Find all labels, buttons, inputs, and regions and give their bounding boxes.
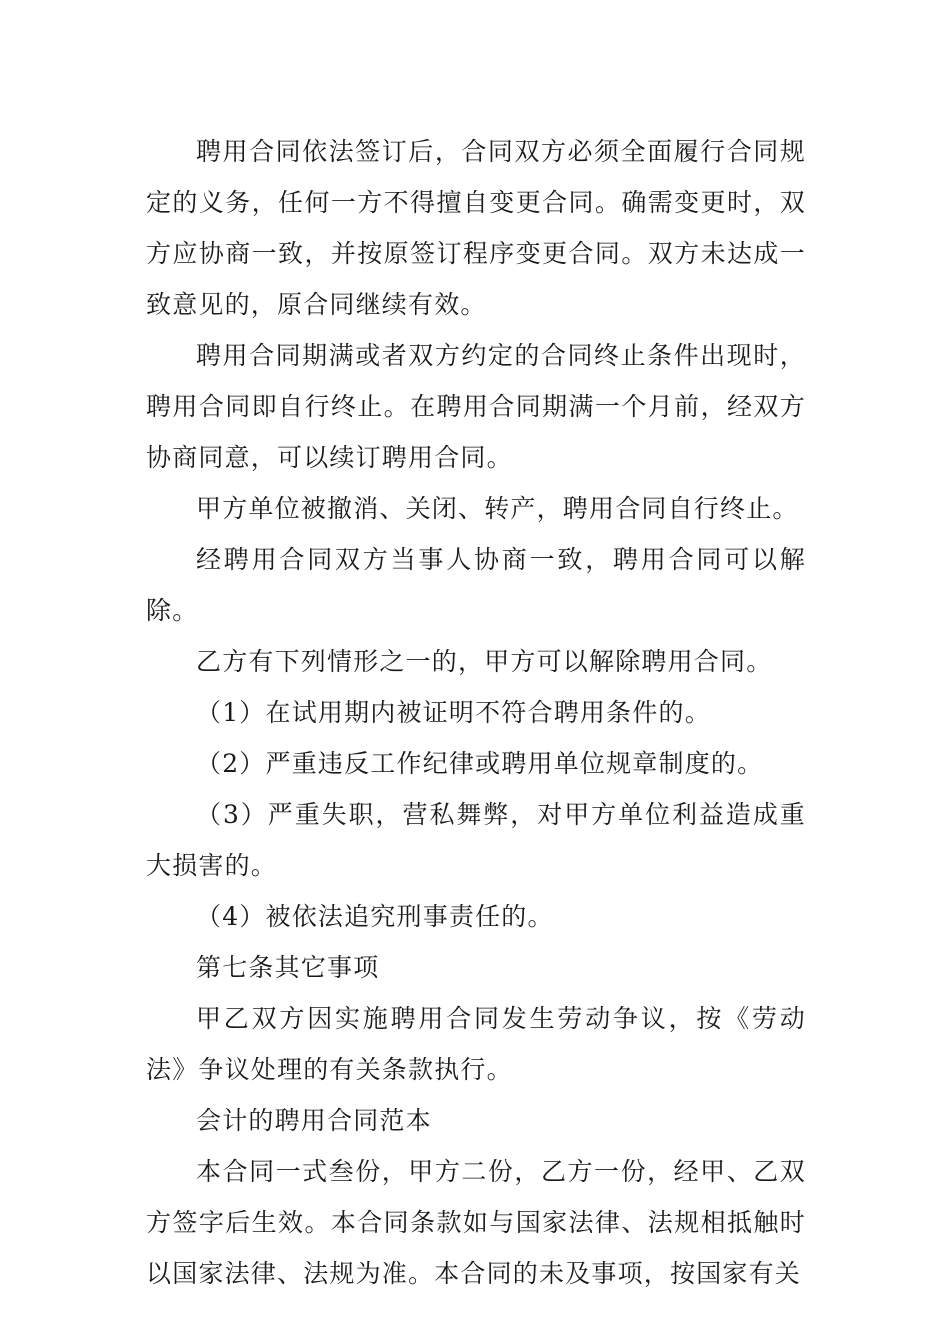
section-heading-template: 会计的聘用合同范本 xyxy=(196,1106,432,1135)
paragraph-unit-dissolution: 甲方单位被撤消、关闭、转产，聘用合同自行终止。 xyxy=(196,494,799,523)
paragraph-contract-expiry: 聘用合同期满或者双方约定的合同终止条件出现时，聘用合同即自行终止。在聘用合同期满一个月前，经双方协商同意，可以续订聘用合同。 xyxy=(146,341,806,472)
section-heading-article-7: 第七条其它事项 xyxy=(196,953,380,982)
paragraph-contract-performance: 聘用合同依法签订后，合同双方必须全面履行合同规定的义务，任何一方不得擅自变更合同。确需变更时，双方应协商一致，并按原签订程序变更合同。双方未达成一致意见的，原合同继续有效。 xyxy=(146,137,806,319)
list-item-2: （2）严重违反工作纪律或聘用单位规章制度的。 xyxy=(196,749,764,778)
list-item-4: （4）被依法追究刑事责任的。 xyxy=(196,902,554,931)
document-body xyxy=(146,126,806,1299)
paragraph-termination-conditions: 乙方有下列情形之一的，甲方可以解除聘用合同。 xyxy=(196,647,773,676)
paragraph-copies: 本合同一式叁份，甲方二份，乙方一份，经甲、乙双方签字后生效。本合同条款如与国家法律、法规相抵触时以国家法律、法规为准。本合同的未及事项，按国家有关 xyxy=(146,1157,806,1288)
list-item-3: （3）严重失职，营私舞弊，对甲方单位利益造成重大损害的。 xyxy=(146,800,806,880)
paragraph-mutual-termination: 经聘用合同双方当事人协商一致，聘用合同可以解除。 xyxy=(146,545,806,625)
paragraph-labor-dispute: 甲乙双方因实施聘用合同发生劳动争议，按《劳动法》争议处理的有关条款执行。 xyxy=(146,1004,806,1084)
list-item-1: （1）在试用期内被证明不符合聘用条件的。 xyxy=(196,698,711,727)
